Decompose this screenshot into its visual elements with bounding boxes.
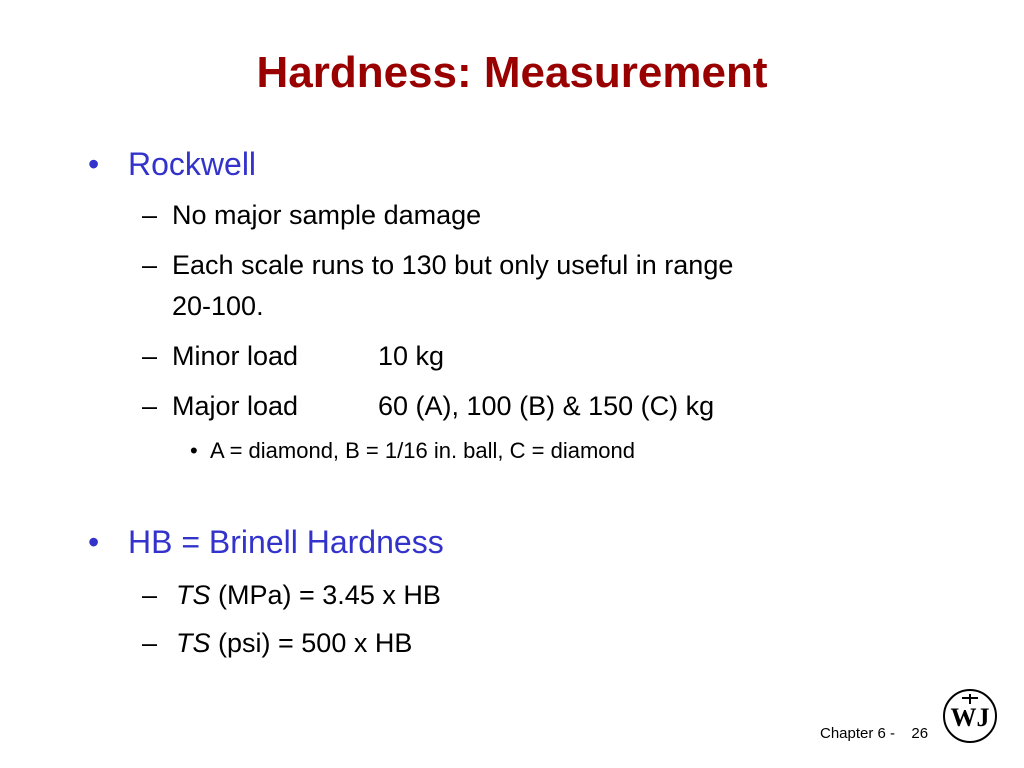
sub-item-text: [176, 580, 441, 611]
page-number: 26: [911, 725, 929, 742]
ts-symbol: TS: [176, 580, 211, 610]
bullet-mark: •: [88, 524, 100, 560]
dash-mark: –: [142, 580, 158, 610]
bullet-mark: •: [88, 146, 100, 182]
load-value: 60 (A), 100 (B) & 150 (C) kg: [378, 391, 715, 421]
dash-mark: –: [142, 200, 158, 230]
dash-mark: –: [142, 628, 158, 658]
dash-mark: –: [142, 250, 158, 280]
sub-item-text: No major sample damage: [172, 200, 482, 230]
dash-mark: –: [142, 341, 158, 371]
bullet-label: Rockwell: [128, 146, 257, 182]
sub-item-text-line2: 20-100.: [172, 291, 264, 321]
wiley-wj-logo-icon: [942, 688, 998, 744]
bullet-label: HB = Brinell Hardness: [128, 524, 444, 560]
sub-item-text: [176, 628, 412, 659]
page-title: Hardness: Measurement: [256, 48, 768, 97]
sub-item-text: [172, 391, 714, 422]
sub-item-text: [172, 341, 444, 372]
ts-symbol: TS: [176, 628, 211, 658]
logo-letters: WJ: [950, 703, 990, 732]
formula-text: (MPa) = 3.45 x HB: [210, 580, 441, 610]
bullet-mark: •: [190, 438, 198, 463]
load-label: Minor load: [172, 341, 299, 371]
load-label: Major load: [172, 391, 299, 421]
sub-sub-item-text: A = diamond, B = 1/16 in. ball, C = diamond: [210, 438, 635, 463]
sub-item-text-line1: Each scale runs to 130 but only useful in range: [172, 250, 734, 280]
slide-footer: [820, 725, 928, 742]
dash-mark: –: [142, 391, 158, 421]
load-value: 10 kg: [378, 341, 445, 371]
formula-text: (psi) = 500 x HB: [210, 628, 413, 658]
chapter-label: Chapter 6 -: [820, 725, 896, 742]
